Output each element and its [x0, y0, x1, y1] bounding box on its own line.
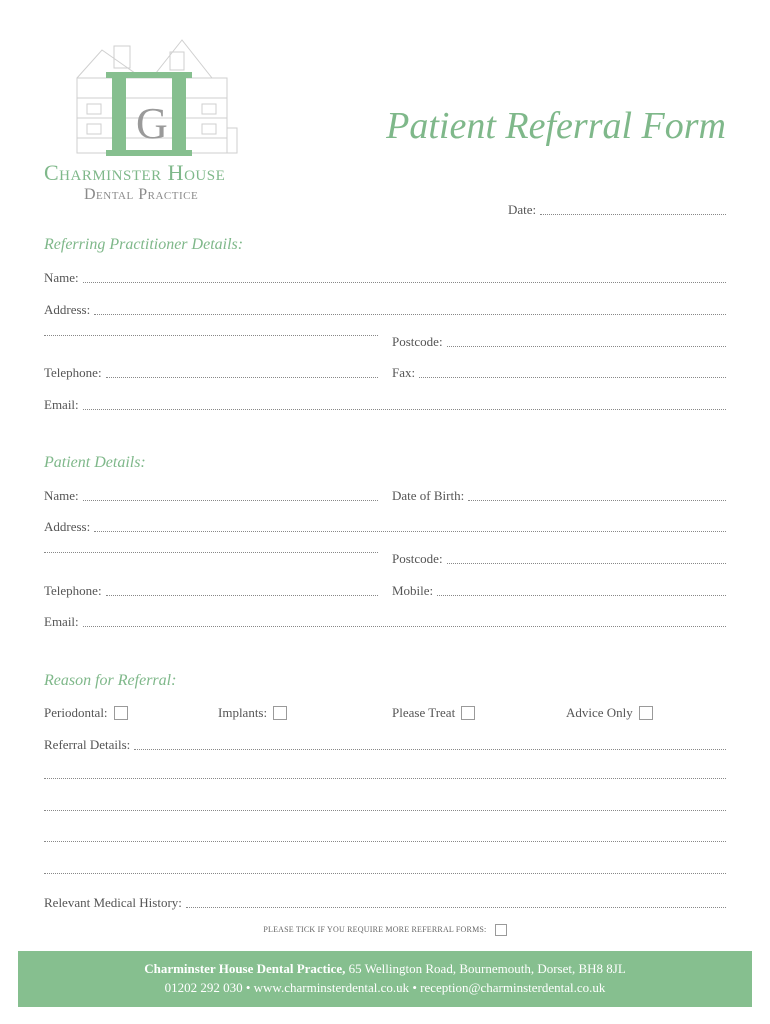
patient-name-row — [44, 488, 378, 504]
referral-details-line-2 — [44, 768, 726, 782]
referral-details-field[interactable] — [134, 748, 726, 750]
svg-text:G: G — [136, 99, 168, 148]
date-field[interactable] — [540, 213, 726, 215]
referral-details-field-5[interactable] — [44, 872, 726, 874]
option-advice-only — [566, 705, 653, 721]
patient-mobile-label: Mobile: — [392, 583, 434, 598]
reason-heading: Reason for Referral: — [44, 672, 177, 689]
patient-email-field[interactable] — [83, 625, 726, 627]
practitioner-fax-field[interactable] — [419, 376, 726, 378]
patient-name-field[interactable] — [83, 499, 378, 501]
practitioner-name-row — [44, 270, 726, 286]
footer-contact: 01202 292 030 • www.charminsterdental.co.uk • reception@charminsterdental.co.uk — [164, 980, 606, 995]
option-please-treat-label: Please Treat — [392, 705, 456, 720]
referral-details-line-3 — [44, 800, 726, 814]
patient-heading: Patient Details: — [44, 454, 146, 471]
footer-address-line — [18, 961, 752, 977]
patient-postcode-label: Postcode: — [392, 551, 443, 566]
practitioner-telephone-field[interactable] — [106, 376, 378, 378]
patient-postcode-field[interactable] — [447, 562, 726, 564]
practitioner-email-field[interactable] — [83, 408, 726, 410]
please-treat-checkbox[interactable] — [461, 706, 475, 720]
more-forms-note — [0, 924, 770, 936]
brand-name: Charminster House — [44, 160, 226, 185]
referral-details-field-2[interactable] — [44, 777, 726, 779]
option-implants — [218, 705, 287, 721]
patient-address-row — [44, 519, 726, 535]
practitioner-postcode-row — [392, 334, 726, 350]
patient-mobile-row — [392, 583, 726, 599]
practitioner-telephone-label: Telephone: — [44, 365, 102, 380]
patient-address-line2-row — [44, 551, 378, 556]
practitioner-fax-label: Fax: — [392, 365, 416, 380]
patient-email-row — [44, 614, 726, 630]
implants-checkbox[interactable] — [273, 706, 287, 720]
brand-subtitle: Dental Practice — [84, 186, 199, 203]
practitioner-name-label: Name: — [44, 270, 79, 285]
practitioner-telephone-row — [44, 365, 378, 381]
patient-telephone-label: Telephone: — [44, 583, 102, 598]
option-implants-label: Implants: — [218, 705, 268, 720]
patient-dob-field[interactable] — [468, 499, 726, 501]
advice-only-checkbox[interactable] — [639, 706, 653, 720]
practitioner-heading: Referring Practitioner Details: — [44, 236, 244, 253]
patient-telephone-row — [44, 583, 378, 599]
patient-mobile-field[interactable] — [437, 594, 726, 596]
patient-postcode-row — [392, 551, 726, 567]
practitioner-postcode-label: Postcode: — [392, 334, 443, 349]
practitioner-email-row — [44, 397, 726, 413]
referral-details-label: Referral Details: — [44, 737, 131, 752]
practitioner-address-field[interactable] — [94, 313, 726, 315]
footer-address: 65 Wellington Road, Bournemouth, Dorset, BH8 8JL — [345, 961, 626, 976]
patient-dob-row — [392, 488, 726, 504]
referral-details-line-4 — [44, 831, 726, 845]
medical-history-row — [44, 895, 726, 911]
footer-practice-name: Charminster House Dental Practice, — [144, 961, 346, 976]
referral-details-field-3[interactable] — [44, 809, 726, 811]
footer-bar — [18, 951, 752, 1007]
form-title: Patient Referral Form — [386, 105, 726, 147]
practitioner-address-line2-field[interactable] — [44, 334, 378, 336]
more-forms-checkbox[interactable] — [495, 924, 507, 936]
patient-address-field[interactable] — [94, 530, 726, 532]
referral-details-line-5 — [44, 863, 726, 877]
practitioner-address-label: Address: — [44, 302, 91, 317]
more-forms-label: PLEASE TICK IF YOU REQUIRE MORE REFERRAL FORMS: — [263, 924, 487, 934]
patient-address-label: Address: — [44, 519, 91, 534]
patient-dob-label: Date of Birth: — [392, 488, 465, 503]
date-row — [508, 202, 726, 218]
medical-history-label: Relevant Medical History: — [44, 895, 182, 910]
option-please-treat — [392, 705, 475, 721]
referral-details-row — [44, 737, 726, 753]
option-periodontal-label: Periodontal: — [44, 705, 108, 720]
practitioner-address-line2-row — [44, 334, 378, 339]
practitioner-fax-row — [392, 365, 726, 381]
practitioner-email-label: Email: — [44, 397, 79, 412]
referral-details-field-4[interactable] — [44, 840, 726, 842]
patient-name-label: Name: — [44, 488, 79, 503]
practitioner-name-field[interactable] — [83, 281, 726, 283]
patient-telephone-field[interactable] — [106, 594, 378, 596]
patient-address-line2-field[interactable] — [44, 551, 378, 553]
periodontal-checkbox[interactable] — [114, 706, 128, 720]
patient-email-label: Email: — [44, 614, 79, 629]
practitioner-address-row — [44, 302, 726, 318]
medical-history-field[interactable] — [186, 906, 726, 908]
option-advice-only-label: Advice Only — [566, 705, 633, 720]
date-label: Date: — [508, 202, 537, 217]
practitioner-postcode-field[interactable] — [447, 345, 726, 347]
option-periodontal — [44, 705, 128, 721]
